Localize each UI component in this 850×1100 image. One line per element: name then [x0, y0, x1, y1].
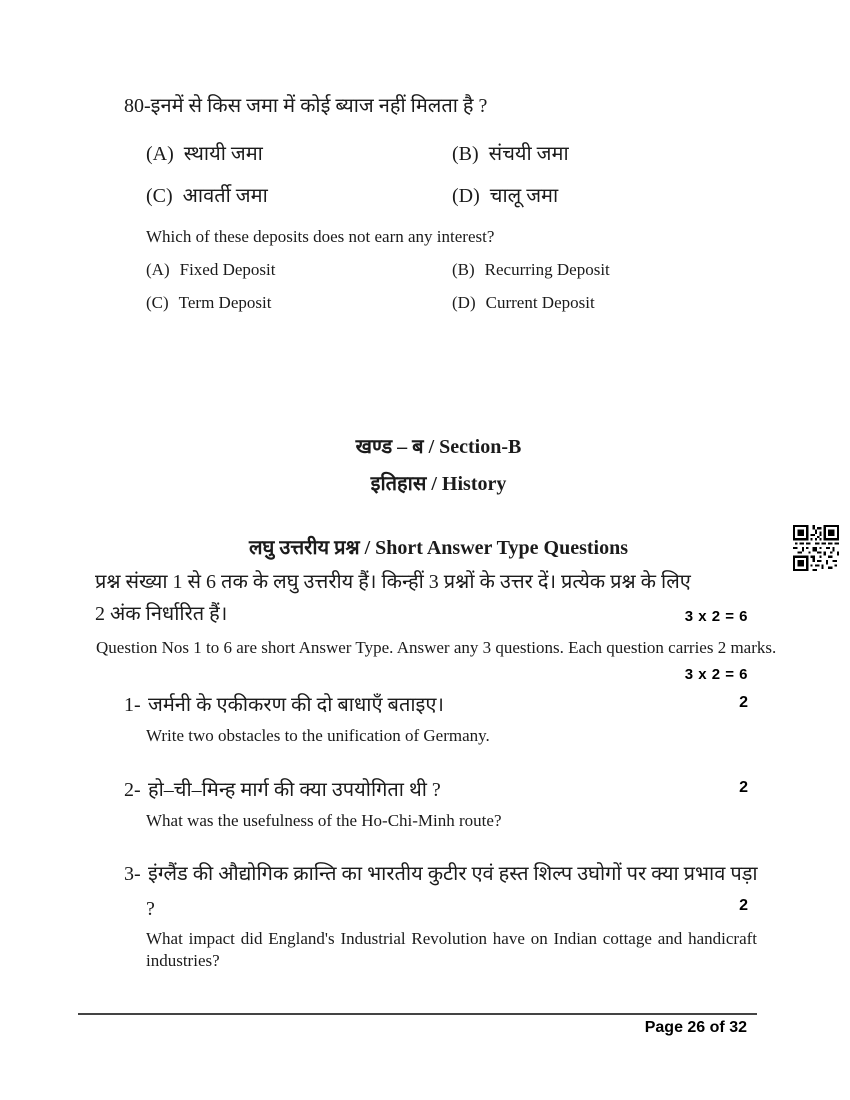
- option-label: (D): [452, 185, 480, 207]
- question-1-english: Write two obstacles to the unification of Germany.: [146, 726, 490, 745]
- q80-option-c-hindi: [146, 183, 268, 209]
- option-label: (B): [452, 143, 479, 165]
- question-80-text-english: Which of these deposits does not earn any interest?: [146, 227, 495, 246]
- question-1-hindi: [124, 692, 444, 718]
- section-title: खण्ड – ब / Section-B: [355, 436, 522, 458]
- option-label: (A): [146, 260, 170, 279]
- section-subject: इतिहास / History: [370, 473, 507, 495]
- question-3-marks: 2: [739, 897, 748, 914]
- option-text: चालू जमा: [489, 185, 559, 207]
- option-label: (D): [452, 293, 476, 312]
- option-label: (C): [146, 293, 169, 312]
- option-text: Current Deposit: [485, 293, 595, 312]
- page-number: Page 26 of 32: [644, 1019, 747, 1036]
- question-1-marks: 2: [739, 694, 748, 711]
- question-3-english: What impact did England's Industrial Revolution have on Indian cottage and handicraft industries?: [146, 929, 757, 971]
- option-text: Term Deposit: [178, 293, 272, 312]
- question-text-hindi: हो–ची–मिन्ह मार्ग की क्या उपयोगिता थी ?: [148, 779, 441, 801]
- question-2-english: What was the usefulness of the Ho-Chi-Minh route?: [146, 811, 502, 830]
- instruction-hindi-line2: 2 अंक निर्धारित हैं।: [95, 603, 228, 625]
- q80-option-c-english: [146, 292, 271, 314]
- q80-option-d-english: [452, 292, 595, 314]
- question-80-number: 80-: [124, 95, 151, 117]
- qr-code-icon: [793, 523, 839, 573]
- option-label: (A): [146, 143, 174, 165]
- q80-option-a-english: [146, 259, 275, 281]
- q80-option-a-hindi: [146, 141, 263, 167]
- marks-scheme: 3 x 2 = 6: [684, 608, 748, 625]
- option-text: आवर्ती जमा: [182, 185, 268, 207]
- short-answer-heading: लघु उत्तरीय प्रश्न / Short Answer Type Questions: [248, 537, 629, 559]
- question-text-hindi: इंग्लैंड की औद्योगिक क्रान्ति का भारतीय कुटीर एवं हस्त शिल्प उघोगों पर क्या प्रभाव पड़ा: [148, 863, 758, 885]
- question-80-text-hindi: इनमें से किस जमा में कोई ब्याज नहीं मिलता है ?: [150, 95, 488, 117]
- option-text: Recurring Deposit: [484, 260, 610, 279]
- question-3-hindi: [124, 861, 758, 887]
- option-text: Fixed Deposit: [179, 260, 276, 279]
- option-label: (B): [452, 260, 475, 279]
- option-label: (C): [146, 185, 173, 207]
- q80-option-d-hindi: [452, 183, 558, 209]
- question-number: 1-: [124, 694, 141, 716]
- question-2-marks: 2: [739, 779, 748, 796]
- footer-divider: [78, 1013, 757, 1015]
- question-80-hindi: [124, 93, 487, 119]
- question-number: 2-: [124, 779, 141, 801]
- marks-scheme: 3 x 2 = 6: [684, 666, 748, 683]
- q80-option-b-hindi: [452, 141, 569, 167]
- question-number: 3-: [124, 863, 141, 885]
- option-text: संचयी जमा: [488, 143, 569, 165]
- instruction-english: Question Nos 1 to 6 are short Answer Type. Answer any 3 questions. Each question carries 2 marks.: [96, 638, 777, 657]
- question-2-hindi: [124, 777, 441, 803]
- q80-option-b-english: [452, 259, 610, 281]
- instruction-hindi-line1: प्रश्न संख्या 1 से 6 तक के लघु उत्तरीय हैं। किन्हीं 3 प्रश्नों के उत्तर दें। प्रत्येक प्रश्न के लिए: [95, 571, 691, 593]
- question-3-hindi-overflow: ?: [146, 898, 155, 920]
- option-text: स्थायी जमा: [183, 143, 263, 165]
- question-text-hindi: जर्मनी के एकीकरण की दो बाधाएँ बताइए।: [148, 694, 444, 716]
